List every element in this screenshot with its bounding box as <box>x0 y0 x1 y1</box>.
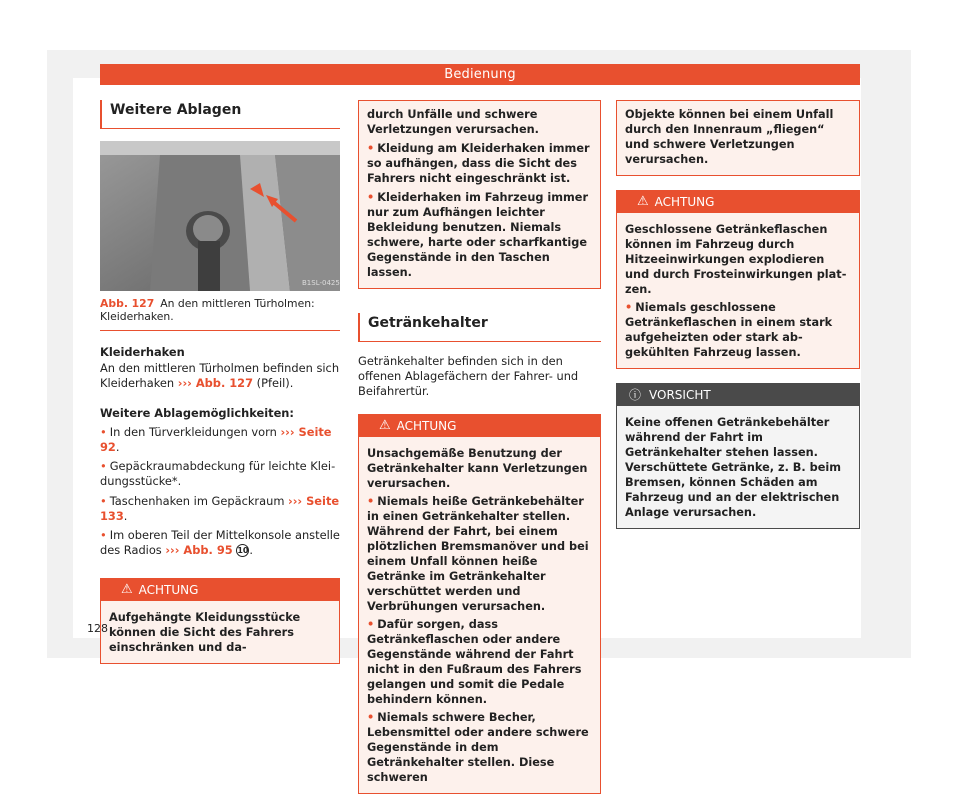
list-item: • In den Türverkleidungen vorn ››› Seite 92. <box>100 424 332 455</box>
list-item: • Kleiderhaken im Fahrzeug immer nur zum Aufhängen leichter Bekleidung benutzen. Niemals schwere, harte oder scharfkantige Gegenstände in den Taschen lassen. <box>367 191 589 279</box>
list-item: • Taschenhaken im Gepäckraum ››› Seite 133. <box>100 493 340 523</box>
list-item: • Dafür sorgen, dass Getränkeflaschen oder andere Gegenstände während der Fahrt nicht in den Fußraum des Fahrers gelangen und somit die Pedale behindern können. <box>367 617 582 706</box>
notice-header: ⓘ VORSICHT <box>617 384 859 406</box>
coat-hook-illustration <box>100 141 340 291</box>
bullet-dot: • <box>100 493 107 508</box>
warning-triangle-icon: ⚠ <box>379 417 391 433</box>
figure-caption <box>100 291 340 331</box>
section-title-getraenkehalter: Getränkehalter <box>358 313 601 342</box>
paragraph-kleiderhaken: An den mittleren Türholmen befinden sich Kleiderhaken ››› Abb. 127 (Pfeil). <box>100 361 340 391</box>
bullet-dot: • <box>367 617 375 631</box>
warning-box <box>616 190 860 369</box>
bullet-dot: • <box>100 424 107 439</box>
subhead-kleiderhaken: Kleiderhaken <box>100 345 185 359</box>
list-item: • Im oberen Teil der Mittelkonsole anstelle des Radios ››› Abb. 95 10. <box>100 528 340 558</box>
warning-header: ⚠ ACHTUNG <box>359 415 600 437</box>
warning-header: ⚠ ACHTUNG <box>617 191 859 213</box>
paragraph-getraenkehalter: Getränkehalter befinden sich in den offenen Ablagefächern der Fahrer- und Beifahrertür. <box>358 354 579 399</box>
list-item: • Gepäckraumabdeckung für leichte Kleidungsstücke*. <box>100 459 336 489</box>
callout-number: 10 <box>237 546 249 556</box>
bullet-dot: • <box>100 459 107 474</box>
bullet-dot: • <box>625 301 633 314</box>
warning-body: Geschlossene Getränkeflaschen können im Fahrzeug durch Hitzeeinwirkungen explodieren und durch Frosteinwirkungen platzen. • Niemals geschlossene Getränkeflaschen in einem stark aufgeheizten oder stark abgekühlten Fahrzeug lassen. <box>617 213 859 368</box>
bullet-dot: • <box>367 494 375 508</box>
list-item: • Niemals schwere Becher, Lebensmittel oder andere schwere Gegenstände in dem Getränkehalter stellen. Diese schweren <box>367 710 589 784</box>
link-abb-127[interactable]: Abb. 127 <box>191 376 254 391</box>
figure-coat-hook <box>100 141 340 291</box>
warning-text: Aufgehängte Kleidungsstücke können die Sicht des Fahrers einschränken und da- <box>109 611 301 655</box>
section-title-weitere-ablagen: Weitere Ablagen <box>100 100 340 129</box>
column-1 <box>100 100 340 664</box>
warning-box-continued: Objekte können bei einem Unfall durch den Innenraum „fliegen“ und schwere Verletzungen verursachen. <box>616 100 860 176</box>
warning-box <box>358 414 601 794</box>
bullet-dot: • <box>367 710 375 724</box>
page-number: 128 <box>87 622 108 635</box>
link-seite-92[interactable]: Seite 92 <box>100 424 332 455</box>
page-header: Bedienung <box>100 64 860 85</box>
warning-triangle-icon: ⚠ <box>637 194 649 209</box>
figure-caption-text: An den mittleren Türholmen: Kleiderhaken. <box>100 297 315 323</box>
warning-box-continued: durch Unfälle und schwere Verletzungen verursachen. • Kleidung am Kleiderhaken immer so aufhängen, dass die Sicht des Fahrers nicht eingeschränkt ist. • Kleiderhaken im Fahrzeug immer nur zum Aufhängen leichter Bekleidung benutzen. Niemals schwere, harte oder scharfkantige Gegenstände in den Taschen lassen. <box>358 100 601 289</box>
subhead-weitere-ablagemoeglichkeiten: Weitere Ablagemöglichkeiten: <box>100 405 294 420</box>
bullet-dot: • <box>367 142 375 155</box>
warning-box <box>100 578 340 664</box>
bullet-dot: • <box>100 528 107 543</box>
notice-text: Keine offenen Getränkebehälter während der Fahrt im Getränkehalter stehen lassen. Verschüttete Getränke, z. B. beim Bremsen, können Schäden am Fahrzeug und an der elektrischen Anlage verursachen. <box>625 416 842 519</box>
bullet-dot: • <box>367 191 375 204</box>
notice-box <box>616 383 860 529</box>
warning-triangle-icon: ⚠ <box>121 582 133 598</box>
column-3 <box>616 100 860 529</box>
link-seite-133[interactable]: Seite 133 <box>100 493 340 523</box>
link-abb-95[interactable]: Abb. 95 <box>179 543 233 558</box>
figure-code: B1SL-0425 <box>302 279 340 287</box>
list-item: • Niemals heiße Getränkebehälter in einen Getränkehalter stellen. Während der Fahrt, bei einem plötzlichen Bremsmanöver und bei einem Unfall können heiße Getränke im Getränkehalter verschüttet werden und Verbrühungen verursachen. <box>367 494 589 613</box>
notice-circle-icon: ⓘ <box>629 388 642 402</box>
warning-header: ⚠ ACHTUNG <box>101 579 339 601</box>
list-item: • Niemals geschlossene Getränkeflaschen in einem stark aufgeheizten oder stark abgekühlten Fahrzeug lassen. <box>625 301 833 359</box>
column-2 <box>358 100 601 794</box>
figure-number: Abb. 127 <box>100 297 155 310</box>
warning-body: Unsachgemäße Benutzung der Getränkehalter kann Verletzungen verursachen. • Niemals heiße Getränkebehälter in einen Getränkehalter stellen. Während der Fahrt, bei einem plötzlichen Bremsmanöver und bei einem Unfall können heiße Getränke im Getränkehalter verschüttet werden und Verbrühungen verursachen. • Dafür sorgen, dass Getränkeflaschen oder andere Gegenstände während der Fahrt nicht in den Fußraum des Fahrers gelangen und somit die Pedale behindern können. • Niemals schwere Becher, Lebensmittel oder andere schwere Gegenstände in dem Getränkehalter stellen. Diese schweren <box>359 437 600 793</box>
list-item: • Kleidung am Kleiderhaken immer so aufhängen, dass die Sicht des Fahrers nicht eingeschränkt ist. <box>367 142 590 185</box>
